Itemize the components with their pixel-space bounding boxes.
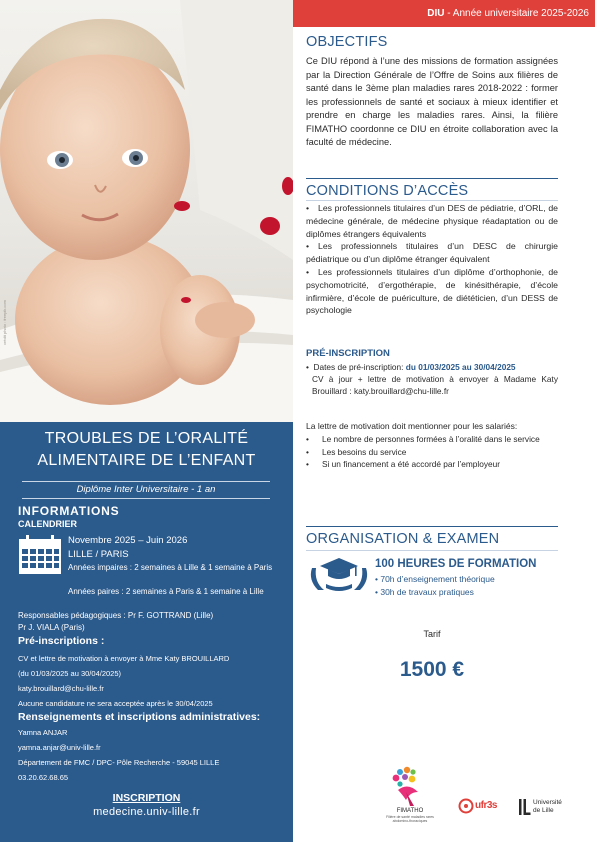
univ-lille-logo-text xyxy=(533,799,573,815)
list-item: • Les professionnels titulaires d’un DES de pédiatrie, d’ORL, de médecine générale, de médecine physique réadaptation ou de diplômes étrangers équivalents xyxy=(306,202,558,240)
pre-inscription-dates-label: Dates de pré-inscription: xyxy=(313,362,404,372)
calendar-icon xyxy=(18,535,62,580)
list-item: • Le nombre de personnes formées à l’oralité dans le service xyxy=(306,433,558,446)
header-academic-year: - Année universitaire 2025-2026 xyxy=(444,8,589,19)
pre-inscription-cv: CV à jour + lettre de motivation à envoyer à Madame Katy Brouillard : katy.brouillard@chu-lille.fr xyxy=(312,373,558,396)
admin-contact-name: Yamna ANJAR xyxy=(18,728,68,737)
pre-inscriptions-deadline: Aucune candidature ne sera acceptée après le 30/04/2025 xyxy=(18,699,213,708)
conditions-list xyxy=(306,202,558,317)
responsables-line1: Responsables pédagogiques : Pr F. GOTTRAND (Lille) xyxy=(18,611,214,620)
letter-heading: La lettre de motivation doit mentionner pour les salariés: xyxy=(306,421,518,431)
header-diu: DIU xyxy=(427,8,445,19)
program-title xyxy=(0,428,293,472)
pre-inscriptions-heading: Pré-inscriptions : xyxy=(18,635,105,647)
inscription-url-link[interactable]: medecine.univ-lille.fr xyxy=(93,806,200,818)
program-title-line2: ALIMENTAIRE DE L’ENFANT xyxy=(37,452,256,469)
tarif-value: 1500 € xyxy=(399,658,465,681)
pre-inscription-dates: • Dates de pré-inscription: du 01/03/2025 au 30/04/2025 xyxy=(306,362,516,372)
pre-inscriptions-text: CV et lettre de motivation à envoyer à Mme Katy BROUILLARD xyxy=(18,654,230,663)
ufr-logo-text: ufr3s xyxy=(475,800,497,811)
univ-lille-logo-icon xyxy=(519,799,531,820)
hours-heading: 100 HEURES DE FORMATION xyxy=(375,558,537,570)
admin-department: Département de FMC / DPC- Pôle Recherche - 59045 LILLE xyxy=(18,758,220,767)
list-item: • Les professionnels titulaires d’un DESC de chirurgie pédiatrique ou d’un diplôme étranger équivalent xyxy=(306,240,558,266)
admin-phone: 03.20.62.68.65 xyxy=(18,773,69,782)
program-title-line1: TROUBLES DE L’ORALITÉ xyxy=(44,430,249,447)
inscription-link[interactable]: INSCRIPTION xyxy=(112,792,181,804)
admin-heading: Renseignements et inscriptions administratives: xyxy=(18,711,261,723)
univ-lille-line2: de Lille xyxy=(533,807,554,814)
hero-photo xyxy=(0,0,293,422)
conditions-heading: CONDITIONS D’ACCÈS xyxy=(306,183,469,199)
responsables-line2: Pr J. VIALA (Paris) xyxy=(18,623,85,632)
organisation-heading: ORGANISATION & EXAMEN xyxy=(306,531,500,547)
calendar-city: LILLE / PARIS xyxy=(68,549,129,560)
admin-email-link[interactable]: yamna.anjar@univ-lille.fr xyxy=(18,743,101,752)
baby-photo-illustration xyxy=(0,0,293,422)
calendar-even-years: Années paires : 2 semaines à Paris & 1 semaine à Lille xyxy=(68,587,264,596)
graduation-cap-icon xyxy=(306,556,372,601)
divider xyxy=(22,498,270,499)
list-item: • Les besoins du service xyxy=(306,446,558,459)
informations-heading: INFORMATIONS xyxy=(18,504,120,518)
hours-theory: • 70h d’enseignement théorique xyxy=(375,574,495,584)
divider xyxy=(306,550,558,551)
program-subtitle: Diplôme Inter Universitaire - 1 an xyxy=(76,484,216,495)
objectifs-body: Ce DIU répond à l’une des missions de formation assignées par la Direction Générale de l’Offre de Soins aux filières de santé dans le 3ème plan maladies rares 2018-2022 : former les professionnels de santé et sociaux à mieux identifier et prendre en charge les maladies rares. Ainsi, la filière FIMATHO coordonne ce DIU en étroite collaboration avec la faculté de médecine. xyxy=(306,56,558,147)
ufr-logo-icon xyxy=(458,798,474,819)
divider xyxy=(22,481,270,482)
objectifs-heading: OBJECTIFS xyxy=(306,34,388,50)
letter-requirements-list xyxy=(306,433,558,471)
fimatho-subtitle: Filière de santé maladies rares abdomino-thoraciques xyxy=(386,815,434,823)
list-item: • Les professionnels titulaires d’un diplôme d’orthophonie, de psychomotricité, d’ergothérapie, de kinésithérapie, d’école infirmière, d’école de puériculture, de diététicien, d’un DESS de psychologie xyxy=(306,266,558,317)
pre-inscription-body xyxy=(306,362,558,397)
list-item: • Si un financement a été accordé par l’employeur xyxy=(306,458,558,471)
pre-inscription-dates-value: du 01/03/2025 au 30/04/2025 xyxy=(405,362,516,372)
photo-credit: crédit photo : freepik.com xyxy=(2,300,7,345)
calendar-label: CALENDRIER xyxy=(18,519,78,529)
hours-practice: • 30h de travaux pratiques xyxy=(375,587,474,597)
pre-inscriptions-period: (du 01/03/2025 au 30/04/2025) xyxy=(18,669,122,678)
fimatho-name: FIMATHO xyxy=(396,808,424,814)
calendar-dates: Novembre 2025 – Juin 2026 xyxy=(68,535,188,546)
univ-lille-line1: Université xyxy=(533,799,562,806)
tarif-label: Tarif xyxy=(423,629,441,639)
divider xyxy=(306,526,558,527)
calendar-odd-years: Années impaires : 2 semaines à Lille & 1 semaine à Paris xyxy=(68,563,273,572)
divider xyxy=(306,200,558,201)
pre-inscriptions-email-link[interactable]: katy.brouillard@chu-lille.fr xyxy=(18,684,104,693)
header-band-text xyxy=(293,8,589,19)
pre-inscription-heading: PRÉ-INSCRIPTION xyxy=(306,348,390,359)
divider xyxy=(306,178,558,179)
fimatho-logo xyxy=(380,766,442,813)
